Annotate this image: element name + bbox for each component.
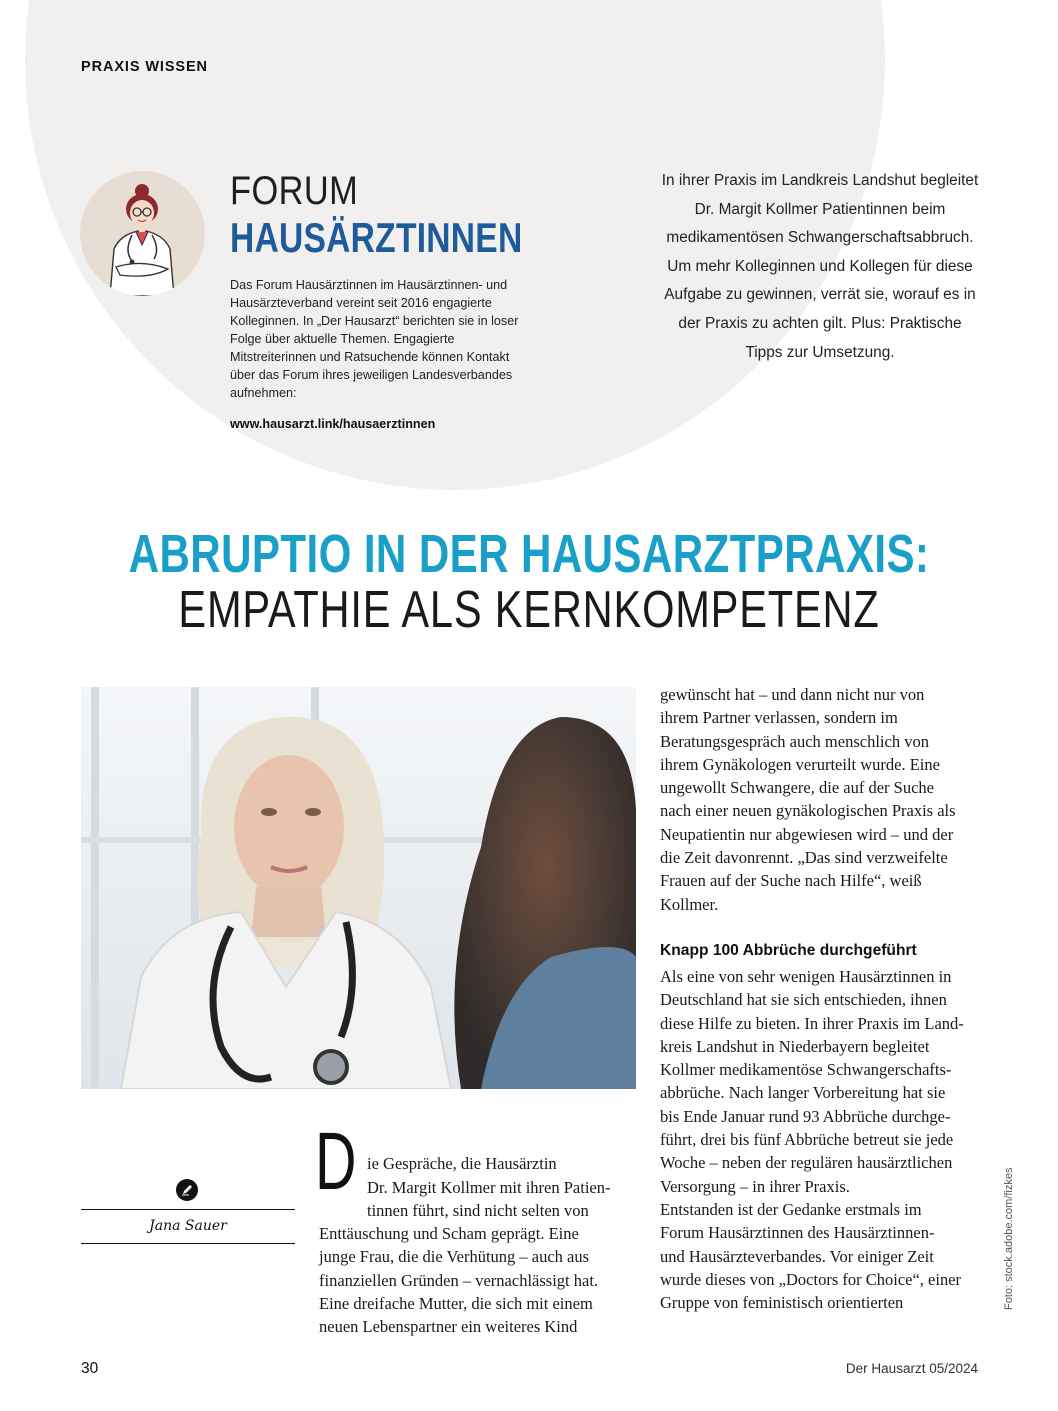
body-left-text <box>319 1152 649 1338</box>
body-left-line: Eine dreifache Mutter, die sich mit einem <box>319 1294 593 1314</box>
doctor-illustration-icon <box>80 171 205 296</box>
forum-description: Das Forum Hausärztinnen im Hausärztinnen- und Hausärzteverband vereint seit 2016 engagierte Kolleginnen. In „Der Hausarzt“ berichten sie in loser Folge über aktuelle Themen. Engagierte Mitstreiterinnen und Ratsuchende können Kontakt über das Forum ihres jeweiligen Landesverbandes aufnehmen: <box>230 278 519 400</box>
body-right-column-top: gewünscht hat – und dann nicht nur von ihrem Partner verlassen, sondern im Beratungsgespräch auch menschlich von ihrem Gynäkologen verurteilt wurde. Eine ungewollt Schwangere, die auf der Suche nach einer neuen gynäkologischen Praxis als Neupatientin nur abgewiesen wird – und der die Zeit davonrennt. „Das sind verzweifelte Frauen auf der Suche nach Hilfe“, weiß Kollmer. <box>660 685 956 914</box>
body-left-line: ie Gespräche, die Hausärztin <box>367 1154 557 1174</box>
headline-line1: ABRUPTIO IN DER HAUSARZTPRAXIS: <box>128 524 930 584</box>
body-left-line: finanziellen Gründen – vernachlässigt hat. <box>319 1270 599 1290</box>
page-number: 30 <box>81 1360 99 1377</box>
body-left-line: Enttäuschung und Scham geprägt. Eine <box>319 1224 579 1244</box>
author-rule-top <box>81 1209 295 1210</box>
dropcap: D <box>315 1116 357 1207</box>
headline-line2: EMPATHIE ALS KERNKOMPETENZ <box>178 581 880 639</box>
body-left-line: neuen Lebenspartner ein weiteres Kind <box>319 1317 578 1337</box>
subheading: Knapp 100 Abbrüche durchgeführt <box>660 942 917 959</box>
intro-text: In ihrer Praxis im Landkreis Landshut begleitet Dr. Margit Kollmer Patientinnen beim medikamentösen Schwangerschaftsabbruch. Um mehr Kolleginnen und Kollegen für diese Aufgabe zu gewinnen, verrät sie, worauf es in der Praxis zu achten gilt. Plus: Praktische Tipps zur Umsetzung. <box>661 172 979 361</box>
doctor-consultation-photo-icon <box>81 687 636 1089</box>
body-left-line: tinnen führt, sind nicht selten von <box>367 1200 589 1220</box>
body-left-line: junge Frau, die die Verhütung – auch aus <box>319 1247 590 1267</box>
photo-credit: Foto: stock.adobe.com/fizkes <box>1003 1167 1015 1310</box>
journal-issue: Der Hausarzt 05/2024 <box>845 1361 978 1376</box>
forum-link[interactable]: www.hausarzt.link/hausaerztinnen <box>230 417 436 431</box>
author-rule-bottom <box>81 1243 295 1244</box>
body-right-column-bottom: Als eine von sehr wenigen Hausärztinnen in Deutschland hat sie sich entschieden, ihnen diese Hilfe zu bieten. In ihrer Praxis im Land- kreis Landshut in Niederbayern begleitet Kollmer medikamentöse Schwangerschafts- abbrüche. Nach langer Vorbereitung hat sie bis Ende Januar rund 93 Abbrüche durchge- führt, drei bis fünf Abbrüche betreut sie jede Woche – neben der regulären hausärztlichen Versorgung – in ihrer Praxis. Entstanden ist der Gedanke erstmals im Forum Hausärztinnen des Hausärztinnen- und Hausärzteverbandes. Vor einiger Zeit wurde dieses von „Doctors for Choice“, einer Gruppe von feministisch orientierten <box>660 967 964 1313</box>
author-name: Jana Sauer <box>149 1218 227 1234</box>
forum-title-line2: HAUSÄRZTINNEN <box>230 214 523 261</box>
body-left-line: Dr. Margit Kollmer mit ihren Patien- <box>367 1177 611 1197</box>
pen-icon <box>176 1179 198 1201</box>
body-left-column <box>319 1129 649 1362</box>
section-label: PRAXIS WISSEN <box>81 59 208 75</box>
forum-title-line1: FORUM <box>230 169 359 213</box>
